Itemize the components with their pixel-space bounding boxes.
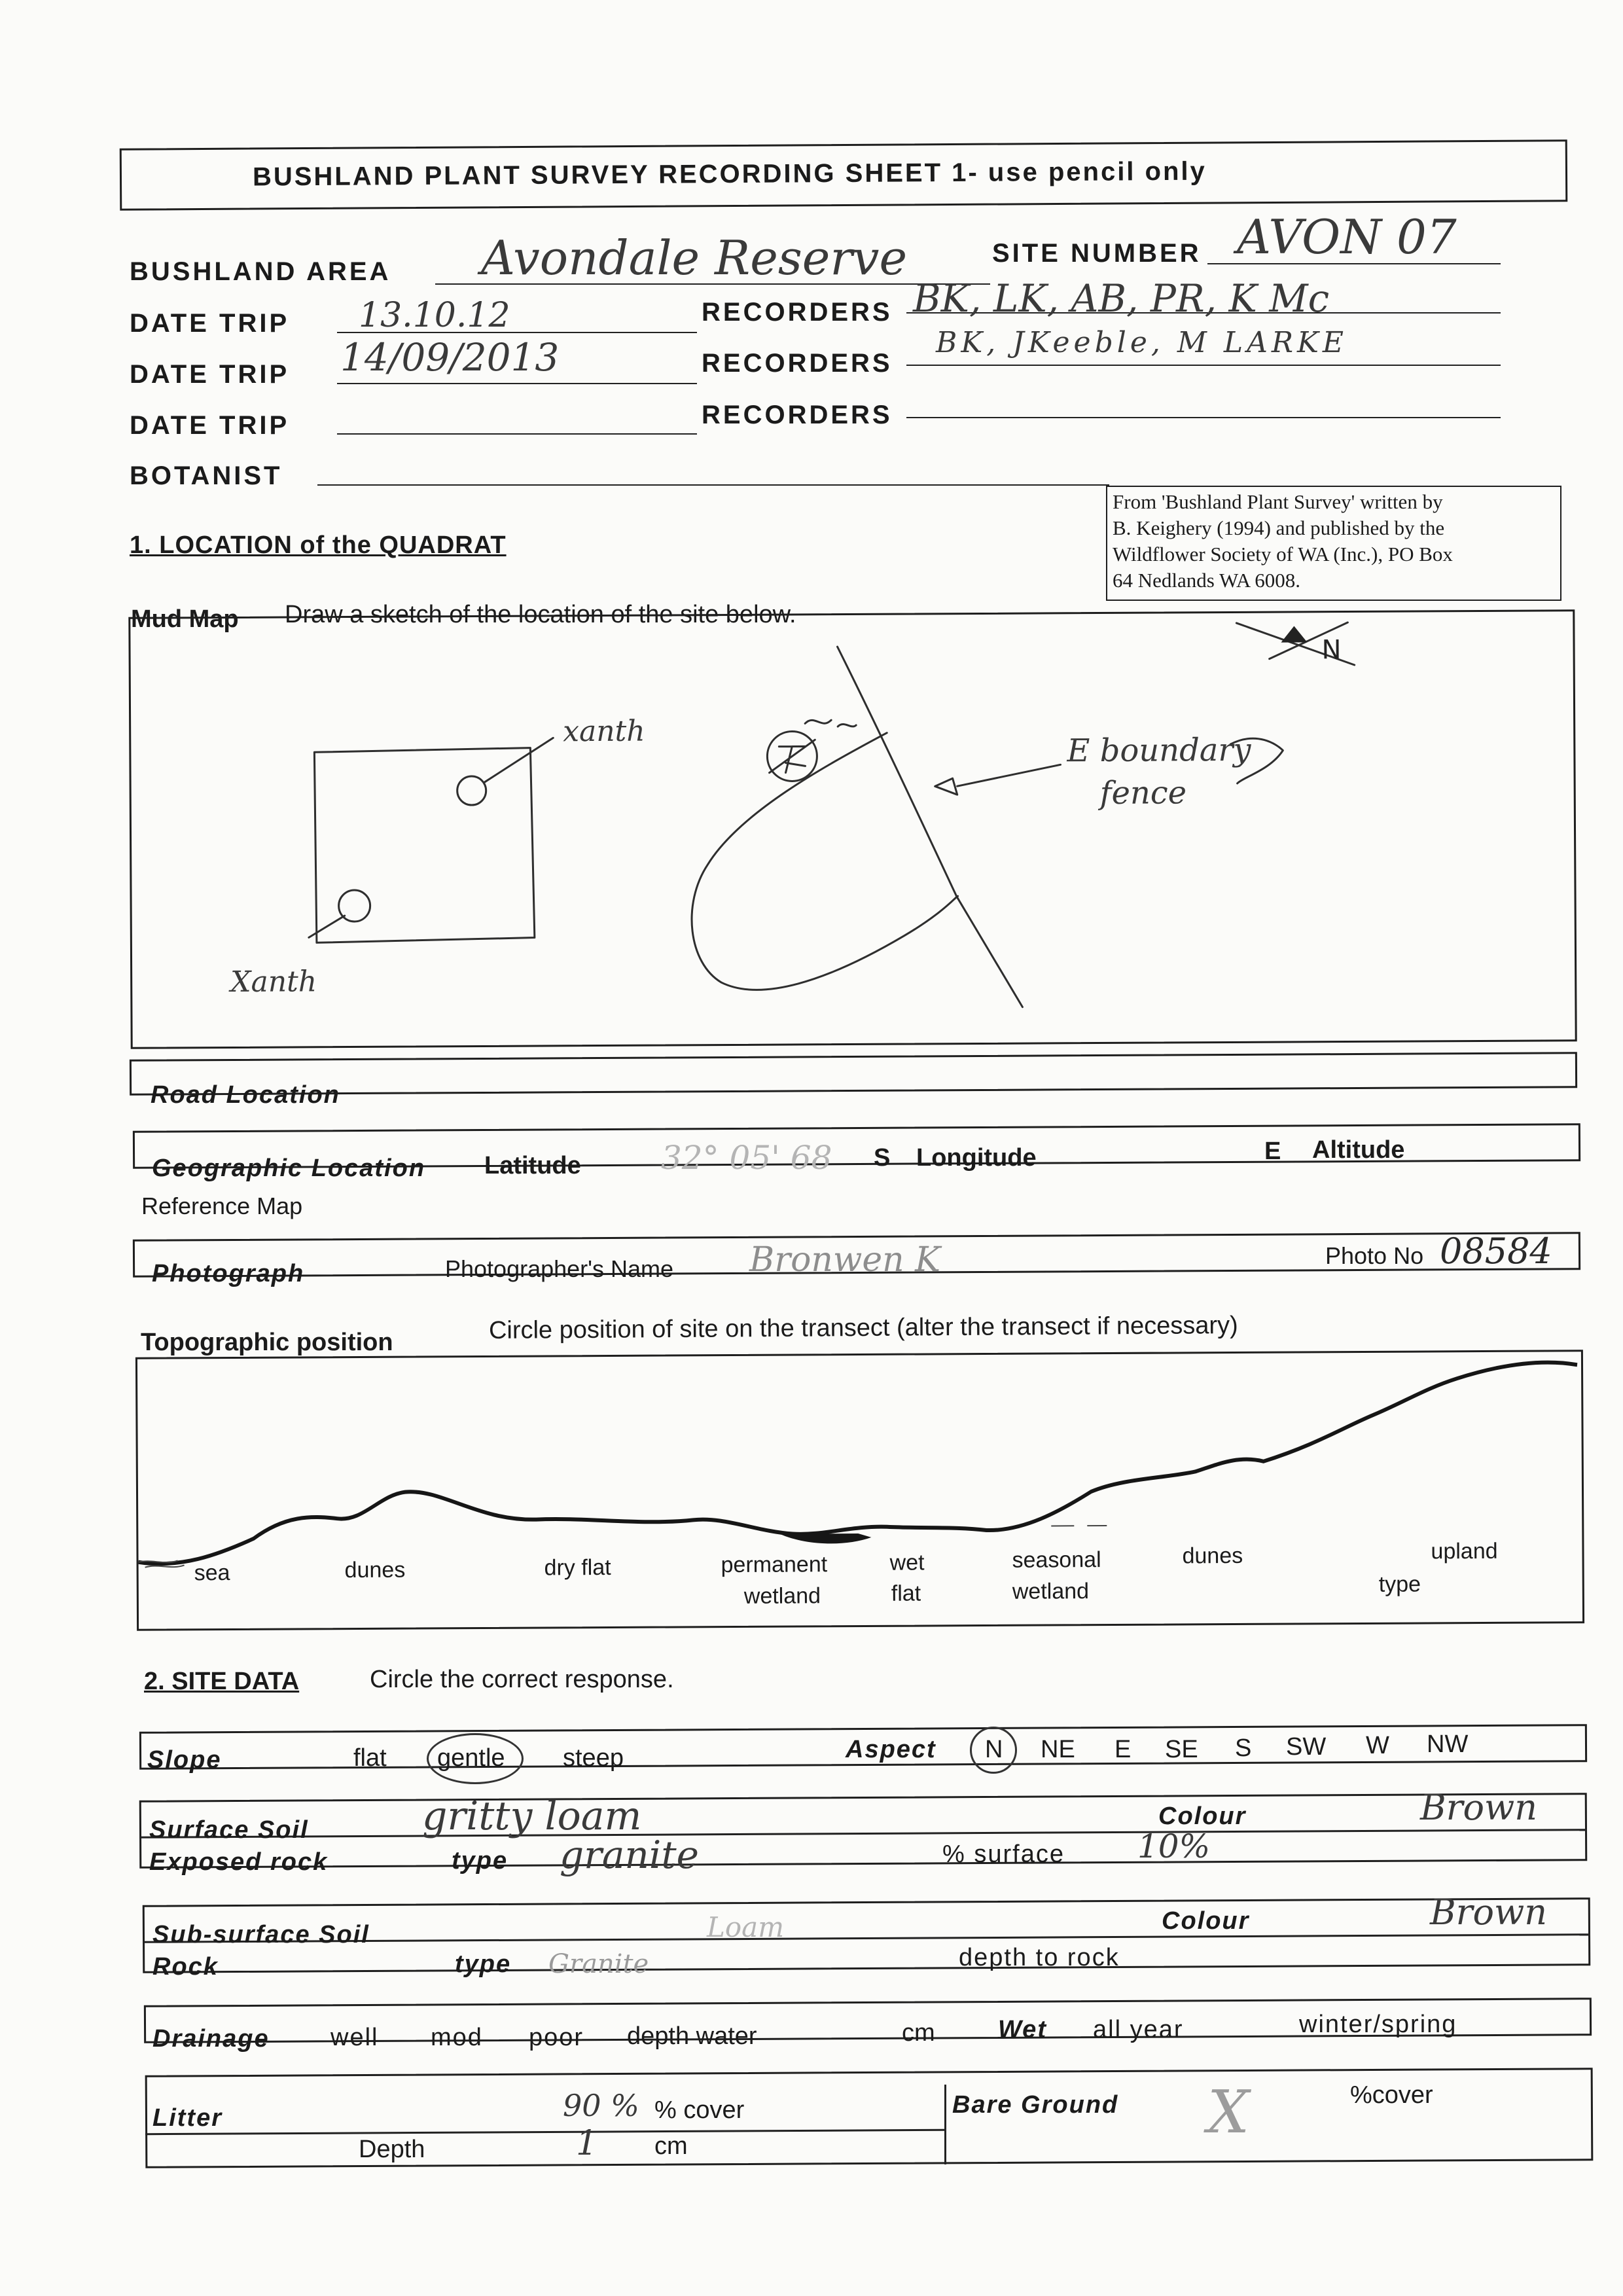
drainage-option-well[interactable]: well — [330, 2024, 379, 2051]
bushland-outline — [691, 732, 959, 990]
drainage-option-poor[interactable]: poor — [529, 2024, 584, 2051]
aspect-label: Aspect — [846, 1736, 936, 1763]
aspect-option-se[interactable]: SE — [1165, 1736, 1198, 1763]
transect-upland[interactable]: upland — [1431, 1538, 1498, 1564]
date-trip-label-2: DATE TRIP — [130, 360, 290, 389]
drainage-label: Drainage — [152, 2025, 270, 2053]
aspect-option-ne[interactable]: NE — [1041, 1736, 1075, 1763]
pct-surface-label: % surface — [942, 1840, 1065, 1868]
exposed-rock-label: Exposed rock — [149, 1848, 329, 1876]
slope-selected-circle — [427, 1733, 524, 1784]
subsurface-soil-value[interactable]: Loam — [707, 1911, 785, 1943]
section2-instruction: Circle the correct response. — [370, 1666, 674, 1693]
longitude-label: Longitude — [916, 1144, 1037, 1172]
transect-profile — [137, 1352, 1582, 1628]
bare-ground-cover-label: %cover — [1350, 2081, 1433, 2109]
bushland-area-value[interactable]: Avondale Reserve — [481, 230, 908, 285]
recorders-label-3: RECORDERS — [702, 401, 893, 429]
transect-dunes-1[interactable]: dunes — [344, 1557, 406, 1583]
site-number-value[interactable]: AVON 07 — [1237, 209, 1457, 264]
section1-heading: 1. LOCATION of the QUADRAT — [130, 531, 507, 559]
pct-surface-value[interactable]: 10% — [1137, 1827, 1211, 1865]
wet-option-all-year[interactable]: all year — [1093, 2016, 1184, 2043]
title-box — [120, 139, 1568, 211]
transect-wetland-1[interactable]: wetland — [743, 1583, 821, 1609]
geographic-location-label: Geographic Location — [152, 1155, 426, 1182]
credit-line-3: Wildflower Society of WA (Inc.), PO Box — [1113, 543, 1453, 565]
north-label: N — [1321, 635, 1342, 666]
photo-no-value[interactable]: 08584 — [1440, 1230, 1552, 1272]
xanth-note-2: Xanth — [230, 965, 317, 999]
exposed-rock-type-label: type — [452, 1847, 508, 1874]
transect-dry-flat[interactable]: dry flat — [544, 1554, 611, 1581]
transect-seasonal[interactable]: seasonal — [1012, 1547, 1101, 1573]
xanth-note-1: xanth — [563, 714, 645, 749]
bare-ground-label: Bare Ground — [952, 2091, 1119, 2119]
bushland-area-label: BUSHLAND AREA — [130, 257, 391, 286]
exposed-rock-type-value[interactable]: granite — [560, 1833, 699, 1877]
botanist-label: BOTANIST — [130, 461, 283, 490]
wet-option-winter-spring[interactable]: winter/spring — [1299, 2011, 1457, 2038]
credit-box — [1106, 486, 1561, 601]
altitude-label: Altitude — [1312, 1136, 1405, 1164]
aspect-option-nw[interactable]: NW — [1427, 1731, 1469, 1758]
litter-pct-cover-label: % cover — [654, 2096, 745, 2124]
surface-soil-label: Surface Soil — [149, 1816, 309, 1844]
date-trip-value-2[interactable]: 14/09/2013 — [340, 335, 560, 380]
recorders-label-1: RECORDERS — [702, 298, 893, 327]
subsurface-soil-label: Sub-surface Soil — [152, 1921, 370, 1948]
subsurface-colour-label: Colour — [1162, 1907, 1250, 1935]
e-label: E — [1264, 1138, 1281, 1165]
mud-map-label: Mud Map — [131, 605, 239, 633]
depth-value[interactable]: 1 — [576, 2124, 598, 2163]
wet-label: Wet — [998, 2016, 1047, 2043]
litter-label: Litter — [152, 2104, 223, 2132]
depth-cm-label: cm — [654, 2132, 688, 2160]
aspect-option-sw[interactable]: SW — [1286, 1733, 1327, 1761]
depth-label: Depth — [359, 2136, 425, 2163]
transect-wetland-2[interactable]: wetland — [1012, 1579, 1090, 1604]
depth-water-cm: cm — [902, 2019, 935, 2047]
transect-wet[interactable]: wet — [889, 1550, 925, 1575]
site-number-label: SITE NUMBER — [992, 239, 1202, 268]
aspect-option-n[interactable]: N — [985, 1736, 1003, 1763]
surface-colour-label: Colour — [1158, 1803, 1247, 1830]
credit-line-2: B. Keighery (1994) and published by the — [1113, 516, 1445, 539]
xanth-plant-1 — [457, 776, 486, 805]
recorders-value-1[interactable]: BK, LK, AB, PR, K Mc — [913, 276, 1330, 321]
section2-heading: 2. SITE DATA — [144, 1668, 300, 1695]
rock-label: Rock — [152, 1953, 219, 1981]
transect-permanent[interactable]: permanent — [721, 1552, 828, 1578]
slope-option-flat[interactable]: flat — [353, 1744, 387, 1772]
depth-water-label: depth water — [627, 2022, 757, 2050]
rock-type-value[interactable]: Granite — [548, 1949, 649, 1979]
s-label: S — [874, 1144, 891, 1172]
drainage-option-mod[interactable]: mod — [431, 2024, 483, 2051]
transect-sea[interactable]: sea — [194, 1560, 230, 1586]
mud-map-instruction: Draw a sketch of the location of the site below. — [285, 601, 796, 628]
slope-option-gentle[interactable]: gentle — [437, 1744, 505, 1772]
boundary-note-1: E boundary — [1067, 731, 1251, 770]
surface-soil-value[interactable]: gritty loam — [422, 1793, 642, 1839]
subsurface-colour-value[interactable]: Brown — [1430, 1892, 1548, 1933]
sheet-title: BUSHLAND PLANT SURVEY RECORDING SHEET 1- use pencil only — [252, 156, 1207, 192]
transect-box[interactable] — [135, 1350, 1584, 1631]
surface-colour-value[interactable]: Brown — [1420, 1787, 1538, 1828]
slope-label: Slope — [147, 1746, 222, 1774]
recorders-label-2: RECORDERS — [702, 349, 893, 378]
photo-no-label: Photo No — [1325, 1242, 1424, 1269]
photograph-label: Photograph — [152, 1260, 305, 1287]
fence-arrow — [935, 778, 957, 795]
road-location-box[interactable] — [130, 1052, 1577, 1096]
transect-flat[interactable]: flat — [891, 1581, 921, 1606]
credit-line-1: From 'Bushland Plant Survey' written by — [1113, 490, 1443, 513]
date-trip-label-1: DATE TRIP — [130, 309, 290, 338]
rock-type-label: type — [455, 1950, 512, 1978]
recorders-value-2[interactable]: BK, JKeeble, M LARKE — [936, 326, 1347, 359]
aspect-selected-circle — [970, 1727, 1017, 1774]
date-trip-value-1[interactable]: 13.10.12 — [359, 296, 510, 335]
aspect-option-w[interactable]: W — [1366, 1732, 1389, 1759]
latitude-value[interactable]: 32° 05' 68 — [661, 1139, 832, 1177]
boundary-fence-line — [838, 646, 1023, 1008]
depth-to-rock-label: depth to rock — [959, 1944, 1120, 1971]
credit-line-4: 64 Nedlands WA 6008. — [1113, 569, 1301, 592]
topographic-instruction: Circle position of site on the transect (alter the transect if necessary) — [488, 1312, 1238, 1344]
topographic-label: Topographic position — [141, 1329, 393, 1356]
date-trip-label-3: DATE TRIP — [130, 411, 290, 440]
transect-dunes-2[interactable]: dunes — [1182, 1543, 1243, 1569]
slope-option-steep[interactable]: steep — [563, 1744, 624, 1772]
latitude-label: Latitude — [484, 1152, 581, 1179]
aspect-option-s[interactable]: S — [1235, 1734, 1252, 1762]
bare-ground-value[interactable]: X — [1207, 2078, 1250, 2147]
mud-map-sketch — [130, 611, 1573, 1046]
road-location-label: Road Location — [151, 1081, 340, 1109]
aspect-option-e[interactable]: E — [1115, 1736, 1132, 1763]
mud-map-box[interactable] — [128, 609, 1577, 1049]
photographer-name-label: Photographer's Name — [445, 1255, 674, 1282]
quadrat-square — [314, 748, 535, 943]
transect-type[interactable]: type — [1378, 1571, 1421, 1597]
reference-map-label: Reference Map — [141, 1193, 303, 1219]
boundary-note-2: fence — [1099, 774, 1187, 812]
litter-value[interactable]: 90 % — [563, 2088, 639, 2123]
photographer-name-value[interactable]: Bronwen K — [749, 1240, 941, 1280]
